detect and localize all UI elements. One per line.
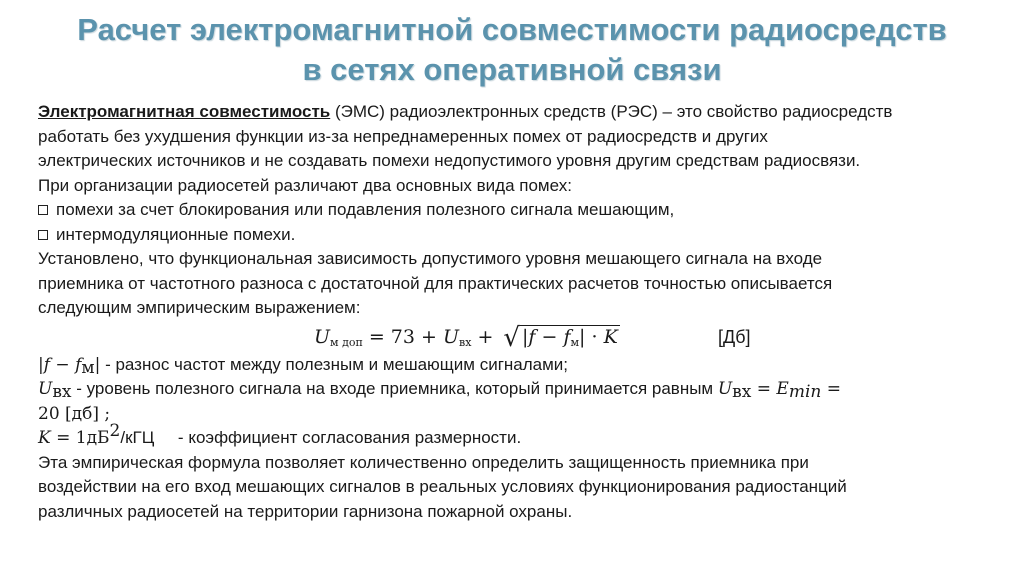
abs-close: | · <box>579 325 604 348</box>
bullet-item-1 <box>38 198 988 223</box>
def1-fm-sub: м <box>81 357 95 378</box>
para4-line3: различных радиосетей на территории гарнизона пожарной охраны. <box>38 501 573 521</box>
para4-line2: воздействии на его вход мешающих сигналов в реальных условиях функционирования радиостанций <box>38 477 847 496</box>
para1-rest: (ЭМС) радиоэлектронных средств (РЭС) – это свойство радиосредств <box>330 102 893 121</box>
def1-minus: − <box>50 354 76 375</box>
para4-line1: Эта эмпирическая формула позволяет количественно определить защищенность приемника при <box>38 452 809 472</box>
bullet-item-2 <box>38 223 988 248</box>
def3-k: K <box>38 428 51 448</box>
def2-eq2: = <box>821 379 841 399</box>
def2-sub: вх <box>52 382 72 402</box>
sub-m-dop: м доп <box>330 335 363 349</box>
def2-sub2: вх <box>732 382 752 402</box>
formula-line <box>38 321 988 353</box>
var-u: U <box>314 325 331 348</box>
var-uvx: U <box>442 325 459 348</box>
title-line-2: в сетях оперативной связи <box>302 52 722 87</box>
checkbox-icon <box>38 205 48 215</box>
def1-f: f <box>43 354 51 375</box>
para3-line2: приемника от частотного разноса с достаточной для практических расчетов точностью описывается <box>38 273 833 293</box>
def-uvx <box>38 377 988 402</box>
para1-line1 <box>38 100 988 125</box>
def2-u: U <box>38 379 53 399</box>
para2: При организации радиосетей различают два основных вида помех: <box>38 175 572 195</box>
def3-unit: /кГЦ <box>120 428 155 447</box>
var-fm: f <box>563 325 571 348</box>
def2-cont: 20 [дб] ; <box>38 403 111 424</box>
slide-body <box>38 100 988 524</box>
root-minus: − <box>535 325 564 348</box>
var-f: f <box>528 325 536 348</box>
bullet-text-2: интермодуляционные помехи. <box>56 224 296 244</box>
def2-eq: = <box>751 379 777 399</box>
para3-line3: следующим эмпирическим выражением: <box>38 298 361 317</box>
def2-emin-sub: min <box>788 382 822 402</box>
def3-val: = 1дБ <box>50 428 110 448</box>
formula-unit: [Дб] <box>718 326 751 347</box>
def1-text: - разнос частот между полезным и мешающим сигналами; <box>100 354 569 374</box>
para3-line1: Установлено, что функциональная зависимость допустимого уровня мешающего сигнала на входе <box>38 249 823 268</box>
def-k <box>38 421 988 451</box>
def1-fm: f <box>75 354 82 375</box>
formula-plus: + <box>471 325 500 348</box>
sqrt-body <box>520 325 620 348</box>
var-k: K <box>603 325 618 348</box>
formula-eq: = 73 + <box>362 325 443 348</box>
def1-abs-open: | <box>38 354 44 375</box>
def2-u2: U <box>717 379 733 399</box>
para1-line3: электрических источников и не создавать помехи недопустимого уровня другим средствам радиосвязи. <box>38 151 861 170</box>
def2-text: - уровень полезного сигнала на входе приемника, который принимается равным <box>71 379 718 398</box>
def2-e: E <box>776 379 789 399</box>
def-uvx-cont <box>38 402 988 427</box>
slide-title <box>0 10 1024 90</box>
sub-vx: вх <box>459 335 472 349</box>
def1-abs-close: | <box>94 354 101 375</box>
emc-formula <box>314 321 620 354</box>
title-line-1: Расчет электромагнитной совместимости радиосредств <box>77 12 947 47</box>
checkbox-icon <box>38 230 48 240</box>
def-freq-spacing <box>38 353 988 378</box>
sqrt-icon: √ <box>503 322 520 353</box>
sub-m: м <box>570 335 580 349</box>
sqrt-expression <box>499 321 619 354</box>
para1-line2: работать без ухудшения функции из-за непреднамеренных помех от радиосредств и других <box>38 126 768 146</box>
term-emc: Электромагнитная совместимость <box>38 102 331 121</box>
def3-sup: 2 <box>109 421 121 441</box>
abs-open: | <box>521 325 529 348</box>
def3-text: - коэффициент согласования размерности. <box>154 428 522 447</box>
bullet-text-1: помехи за счет блокирования или подавления полезного сигнала мешающим, <box>56 200 675 219</box>
